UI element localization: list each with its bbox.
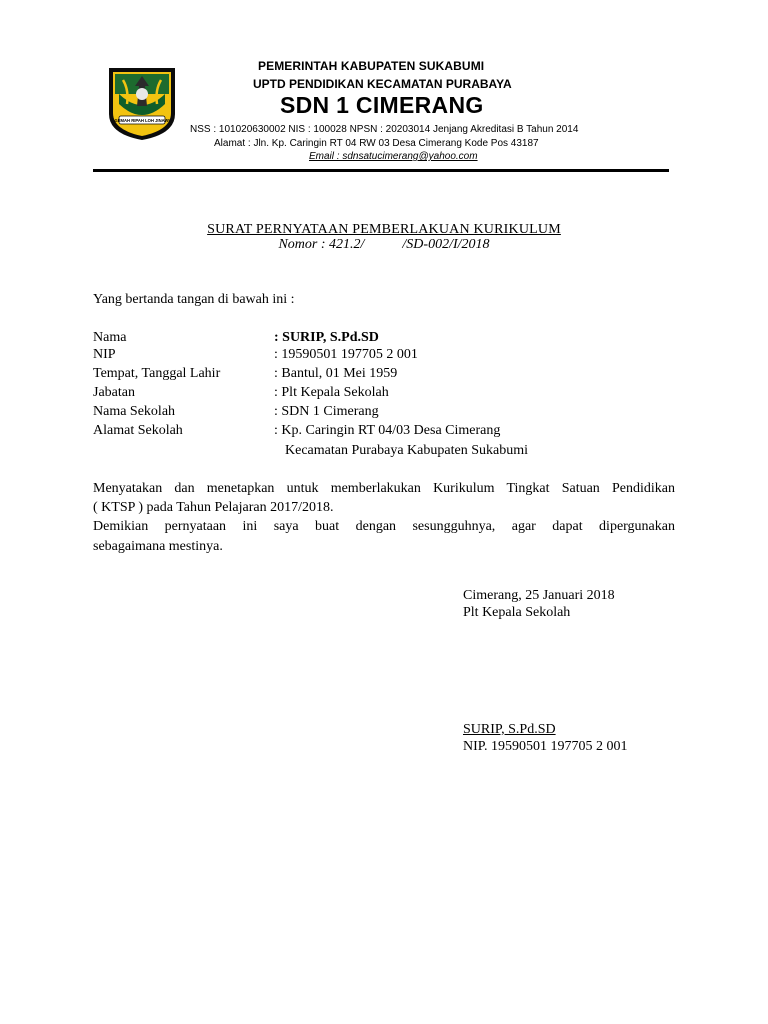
document-number-prefix: Nomor : 421.2/ bbox=[278, 237, 365, 252]
body-line-3: Demikian pernyataan ini saya buat dengan sesungguhnya, agar dapat dipergunakan bbox=[93, 519, 675, 534]
field-label-nama-sekolah: Nama Sekolah bbox=[93, 404, 176, 419]
field-label-ttl: Tempat, Tanggal Lahir bbox=[93, 366, 221, 381]
document-number bbox=[0, 237, 768, 253]
signature-position: Plt Kepala Sekolah bbox=[463, 605, 571, 620]
intro-text: Yang bertanda tangan di bawah ini : bbox=[93, 292, 295, 307]
body-line-2: ( KTSP ) pada Tahun Pelajaran 2017/2018. bbox=[93, 500, 334, 515]
letterhead-office: UPTD PENDIDIKAN KECAMATAN PURABAYA bbox=[253, 77, 512, 91]
letterhead-government: PEMERINTAH KABUPATEN SUKABUMI bbox=[258, 59, 485, 73]
field-value-jabatan: : Plt Kepala Sekolah bbox=[274, 385, 389, 400]
field-value-nama-sekolah: : SDN 1 Cimerang bbox=[274, 404, 379, 419]
signature-name: SURIP, S.Pd.SD bbox=[463, 722, 556, 737]
field-value-nip: : 19590501 197705 2 001 bbox=[274, 347, 418, 362]
letterhead-divider bbox=[93, 169, 669, 172]
document-number-suffix: /SD-002/I/2018 bbox=[402, 237, 490, 252]
field-value-nama: : SURIP, S.Pd.SD bbox=[274, 330, 379, 345]
body-line-1: Menyatakan dan menetapkan untuk memberlakukan Kurikulum Tingkat Satuan Pendidikan bbox=[93, 481, 675, 496]
field-value-ttl: : Bantul, 01 Mei 1959 bbox=[274, 366, 398, 381]
field-value-alamat: : Kp. Caringin RT 04/03 Desa Cimerang bbox=[274, 423, 501, 438]
document-title: SURAT PERNYATAAN PEMBERLAKUAN KURIKULUM bbox=[207, 222, 561, 237]
body-line-4: sebagaimana mestinya. bbox=[93, 539, 223, 554]
letterhead-school-name: SDN 1 CIMERANG bbox=[280, 92, 484, 118]
letterhead-address: Alamat : Jln. Kp. Caringin RT 04 RW 03 Desa Cimerang Kode Pos 43187 bbox=[214, 138, 539, 149]
signature-nip: NIP. 19590501 197705 2 001 bbox=[463, 739, 628, 754]
field-label-nip: NIP bbox=[93, 347, 116, 362]
field-value-alamat-line2: Kecamatan Purabaya Kabupaten Sukabumi bbox=[285, 443, 528, 458]
letterhead-ids: NSS : 101020630002 NIS : 100028 NPSN : 20203014 Jenjang Akreditasi B Tahun 2014 bbox=[190, 124, 579, 135]
logo-motto: GEMAH RIPAH LOH JINAWI bbox=[114, 118, 170, 123]
signature-place-date: Cimerang, 25 Januari 2018 bbox=[463, 588, 615, 603]
field-label-nama: Nama bbox=[93, 330, 127, 345]
letterhead-email-link[interactable]: Email : sdnsatucimerang@yahoo.com bbox=[309, 151, 478, 162]
field-label-alamat: Alamat Sekolah bbox=[93, 423, 183, 438]
sukabumi-coat-of-arms-logo bbox=[105, 64, 179, 142]
field-label-jabatan: Jabatan bbox=[93, 385, 135, 400]
